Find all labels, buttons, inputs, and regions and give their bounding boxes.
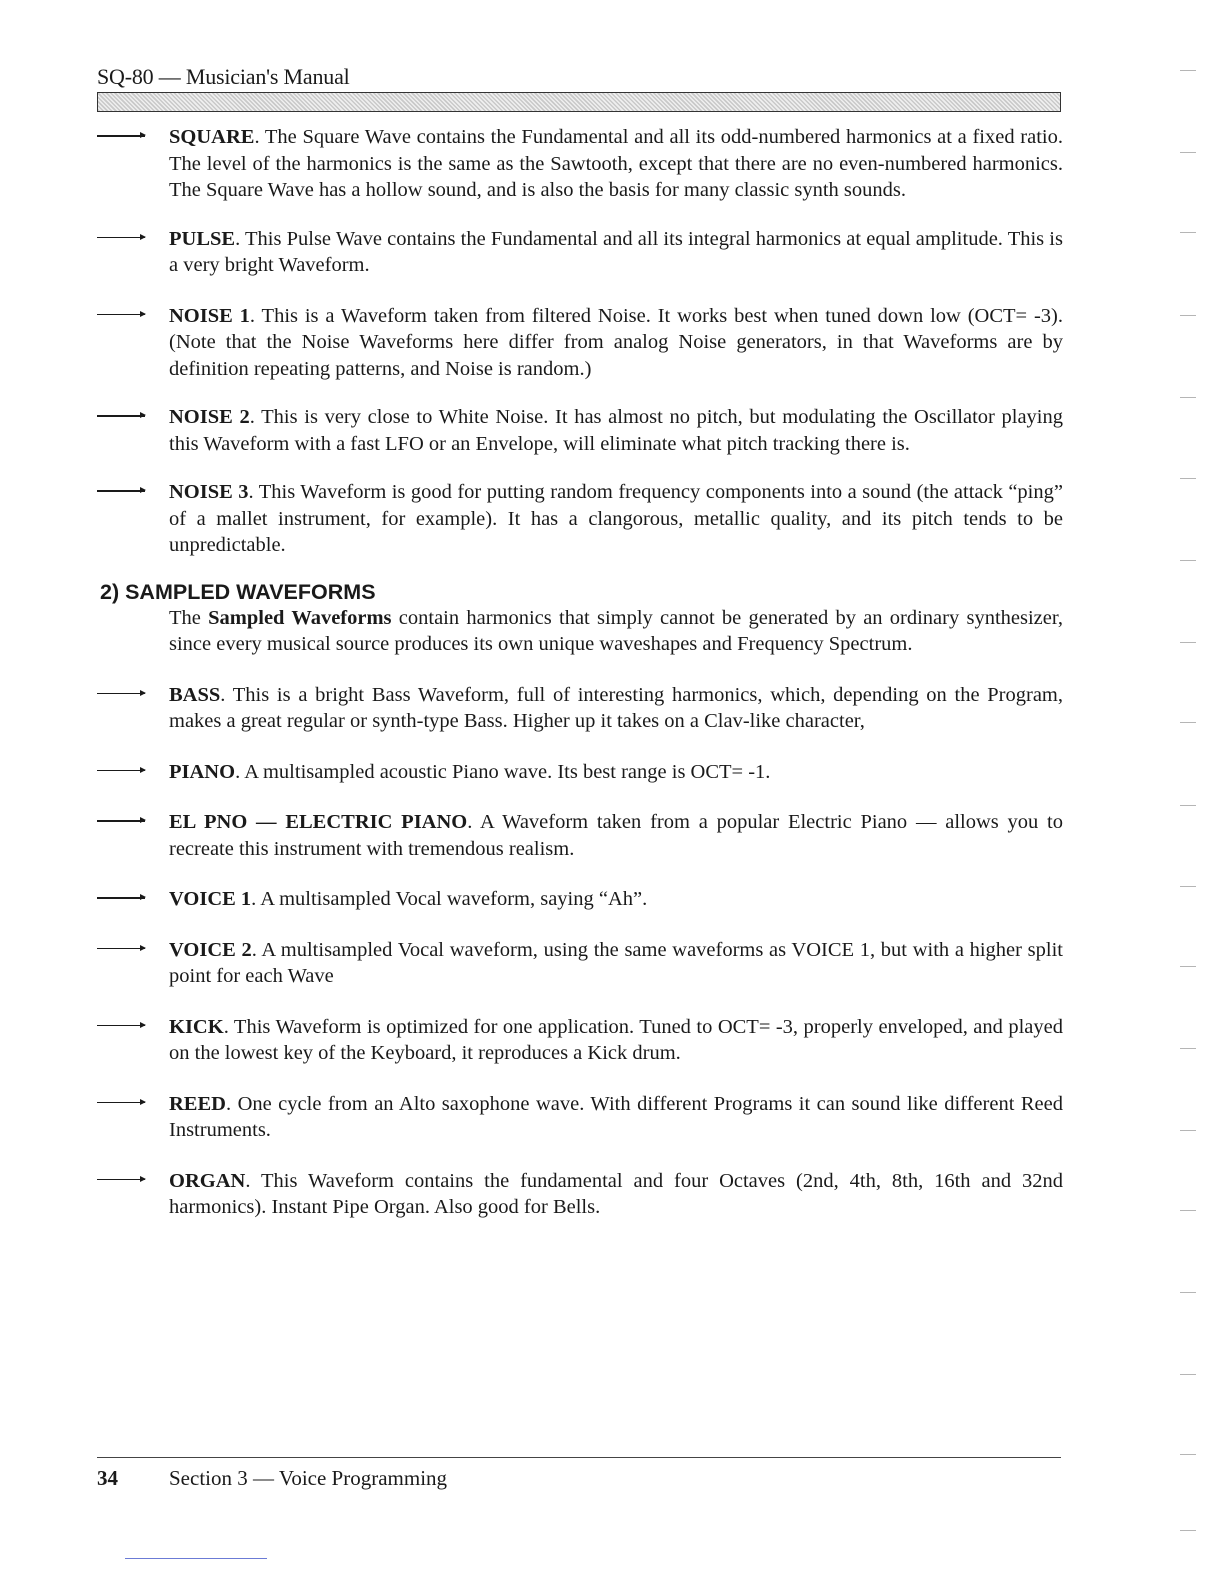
waveform-name: KICK (169, 1015, 224, 1038)
waveform-entry: PULSE. This Pulse Wave contains the Fundamental and all its integral harmonics at equal amplitude. This is a very bright Waveform. (97, 226, 1063, 279)
waveform-description: This is very close to White Noise. It has almost no pitch, but modulating the Oscillator playing this Waveform with a fast LFO or an Envelope, will eliminate what pitch tracking there is. (169, 406, 1063, 455)
arrow-icon (97, 490, 145, 492)
waveform-name: NOISE 2 (169, 406, 250, 428)
waveform-entry: REED. One cycle from an Alto saxophone wave. With different Programs it can sound like different Reed Instruments. (97, 1091, 1063, 1144)
waveform-entry: SQUARE. The Square Wave contains the Fundamental and all its odd-numbered harmonics at a fixed ratio. The level of the harmonics is the same as the Sawtooth, except that there are no even-numbered harmonics. The Square Wave has a hollow sound, and is also the basis for many classic synth sounds. (97, 124, 1063, 204)
arrow-icon (97, 237, 145, 239)
page-footer (97, 1466, 447, 1491)
waveform-description: A multisampled Vocal waveform, using the same waveforms as VOICE 1, but with a higher split point for each Wave (169, 938, 1063, 987)
waveform-description: This Waveform is good for putting random frequency components into a sound (the attack “ping” of a mallet instrument, for example). It has a clangorous, metallic quality, and its pitch tends to be unpredictable. (169, 481, 1063, 556)
arrow-icon (97, 1102, 145, 1104)
arrow-icon (97, 1025, 145, 1027)
waveform-entry: KICK. This Waveform is optimized for one application. Tuned to OCT= -3, properly enveloped, and played on the lowest key of the Keyboard, it reproduces a Kick drum. (97, 1014, 1063, 1067)
waveform-description: The Square Wave contains the Fundamental and all its odd-numbered harmonics at a fixed ratio. The level of the harmonics is the same as the Sawtooth, except that there are no even-numbered harmonics. The Square Wave has a hollow sound, and is also the basis for many classic synth sounds. (169, 126, 1063, 201)
arrow-icon (97, 770, 145, 772)
arrow-icon (97, 1179, 145, 1181)
waveform-name: VOICE 2 (169, 938, 252, 961)
waveform-description: This Waveform is optimized for one application. Tuned to OCT= -3, properly enveloped, and played on the lowest key of the Keyboard, it reproduces a Kick drum. (169, 1015, 1063, 1064)
waveform-entry: BASS. This is a bright Bass Waveform, full of interesting harmonics, which, depending on the Program, makes a great regular or synth-type Bass. Higher up it takes on a Clav-like character, (97, 682, 1063, 735)
waveform-name: VOICE 1 (169, 888, 252, 910)
waveform-description: This is a Waveform taken from filtered Noise. It works best when tuned down low (OCT= -3). (Note that the Noise Waveforms here differ from analog Noise generators, in that Waveforms are by definition repeating patterns, and Noise is random.) (169, 304, 1063, 380)
waveform-entry: ORGAN. This Waveform contains the fundamental and four Octaves (2nd, 4th, 8th, 16th and 32nd harmonics). Instant Pipe Organ. Also good for Bells. (97, 1168, 1063, 1221)
footer-rule (97, 1457, 1061, 1458)
waveform-description: One cycle from an Alto saxophone wave. With different Programs it can sound like different Reed Instruments. (169, 1092, 1063, 1141)
waveform-name: EL PNO — ELECTRIC PIANO (169, 811, 468, 833)
waveform-description: This is a bright Bass Waveform, full of interesting harmonics, which, depending on the Program, makes a great regular or synth-type Bass. Higher up it takes on a Clav-like character, (169, 683, 1063, 732)
waveform-entry: NOISE 2. This is very close to White Noise. It has almost no pitch, but modulating the Oscillator playing this Waveform with a fast LFO or an Envelope, will eliminate what pitch tracking there is. (97, 404, 1063, 457)
waveform-entry: NOISE 1. This is a Waveform taken from filtered Noise. It works best when tuned down low (OCT= -3). (Note that the Noise Waveforms here differ from analog Noise generators, in that Waveforms are by definition repeating patterns, and Noise is random.) (97, 303, 1063, 383)
section-intro: The Sampled Waveforms contain harmonics that simply cannot be generated by an ordinary synthesizer, since every musical source produces its own unique waveshapes and Frequency Spectrum. (169, 606, 1064, 655)
waveform-name: ORGAN (169, 1169, 246, 1192)
arrow-icon (97, 693, 145, 695)
waveform-description: A multisampled Vocal waveform, saying “Ah”. (260, 888, 648, 910)
waveform-entry: NOISE 3. This Waveform is good for putting random frequency components into a sound (the attack “ping” of a mallet instrument, for example). It has a clangorous, metallic quality, and its pitch tends to be unpredictable. (97, 479, 1063, 559)
waveform-entry: VOICE 1. A multisampled Vocal waveform, saying “Ah”. (97, 886, 1063, 913)
page-content (97, 124, 1063, 1221)
waveform-name: NOISE 1 (169, 304, 250, 327)
arrow-icon (97, 897, 145, 899)
footer-section-title: Section 3 — Voice Programming (169, 1466, 448, 1490)
page-number: 34 (97, 1466, 118, 1490)
waveform-name: PULSE (169, 227, 236, 250)
header-bar (97, 92, 1061, 112)
waveform-description: This Pulse Wave contains the Fundamental and all its integral harmonics at equal amplitude. This is a very bright Waveform. (169, 227, 1063, 276)
section-heading: 2) SAMPLED WAVEFORMS (100, 579, 376, 604)
waveform-entry: VOICE 2. A multisampled Vocal waveform, using the same waveforms as VOICE 1, but with a higher split point for each Wave (97, 937, 1063, 990)
arrow-icon (97, 135, 145, 137)
waveform-description: This Waveform contains the fundamental and four Octaves (2nd, 4th, 8th, 16th and 32nd harmonics). Instant Pipe Organ. Also good for Bells. (169, 1169, 1063, 1218)
arrow-icon (97, 820, 145, 822)
section-intro-bold: Sampled Waveforms (208, 606, 392, 629)
arrow-icon (97, 415, 145, 417)
waveform-name: PIANO (169, 760, 236, 783)
waveform-description: A Waveform taken from a popular Electric Piano — allows you to recreate this instrument with tremendous realism. (169, 811, 1063, 860)
arrow-icon (97, 948, 145, 950)
waveform-name: SQUARE (169, 126, 255, 148)
waveform-entry: EL PNO — ELECTRIC PIANO. A Waveform taken from a popular Electric Piano — allows you to recreate this instrument with tremendous realism. (97, 809, 1063, 862)
scan-margin-marks (1180, 60, 1196, 1540)
waveform-description: A multisampled acoustic Piano wave. Its best range is OCT= -1. (244, 760, 771, 783)
arrow-icon (97, 314, 145, 316)
scan-edge-line (125, 1558, 267, 1559)
waveform-name: BASS (169, 683, 221, 706)
waveform-name: NOISE 3 (169, 481, 249, 503)
waveform-name: REED (169, 1092, 226, 1115)
page-header-title: SQ-80 — Musician's Manual (97, 64, 350, 89)
waveform-entry: PIANO. A multisampled acoustic Piano wave. Its best range is OCT= -1. (97, 759, 1063, 786)
